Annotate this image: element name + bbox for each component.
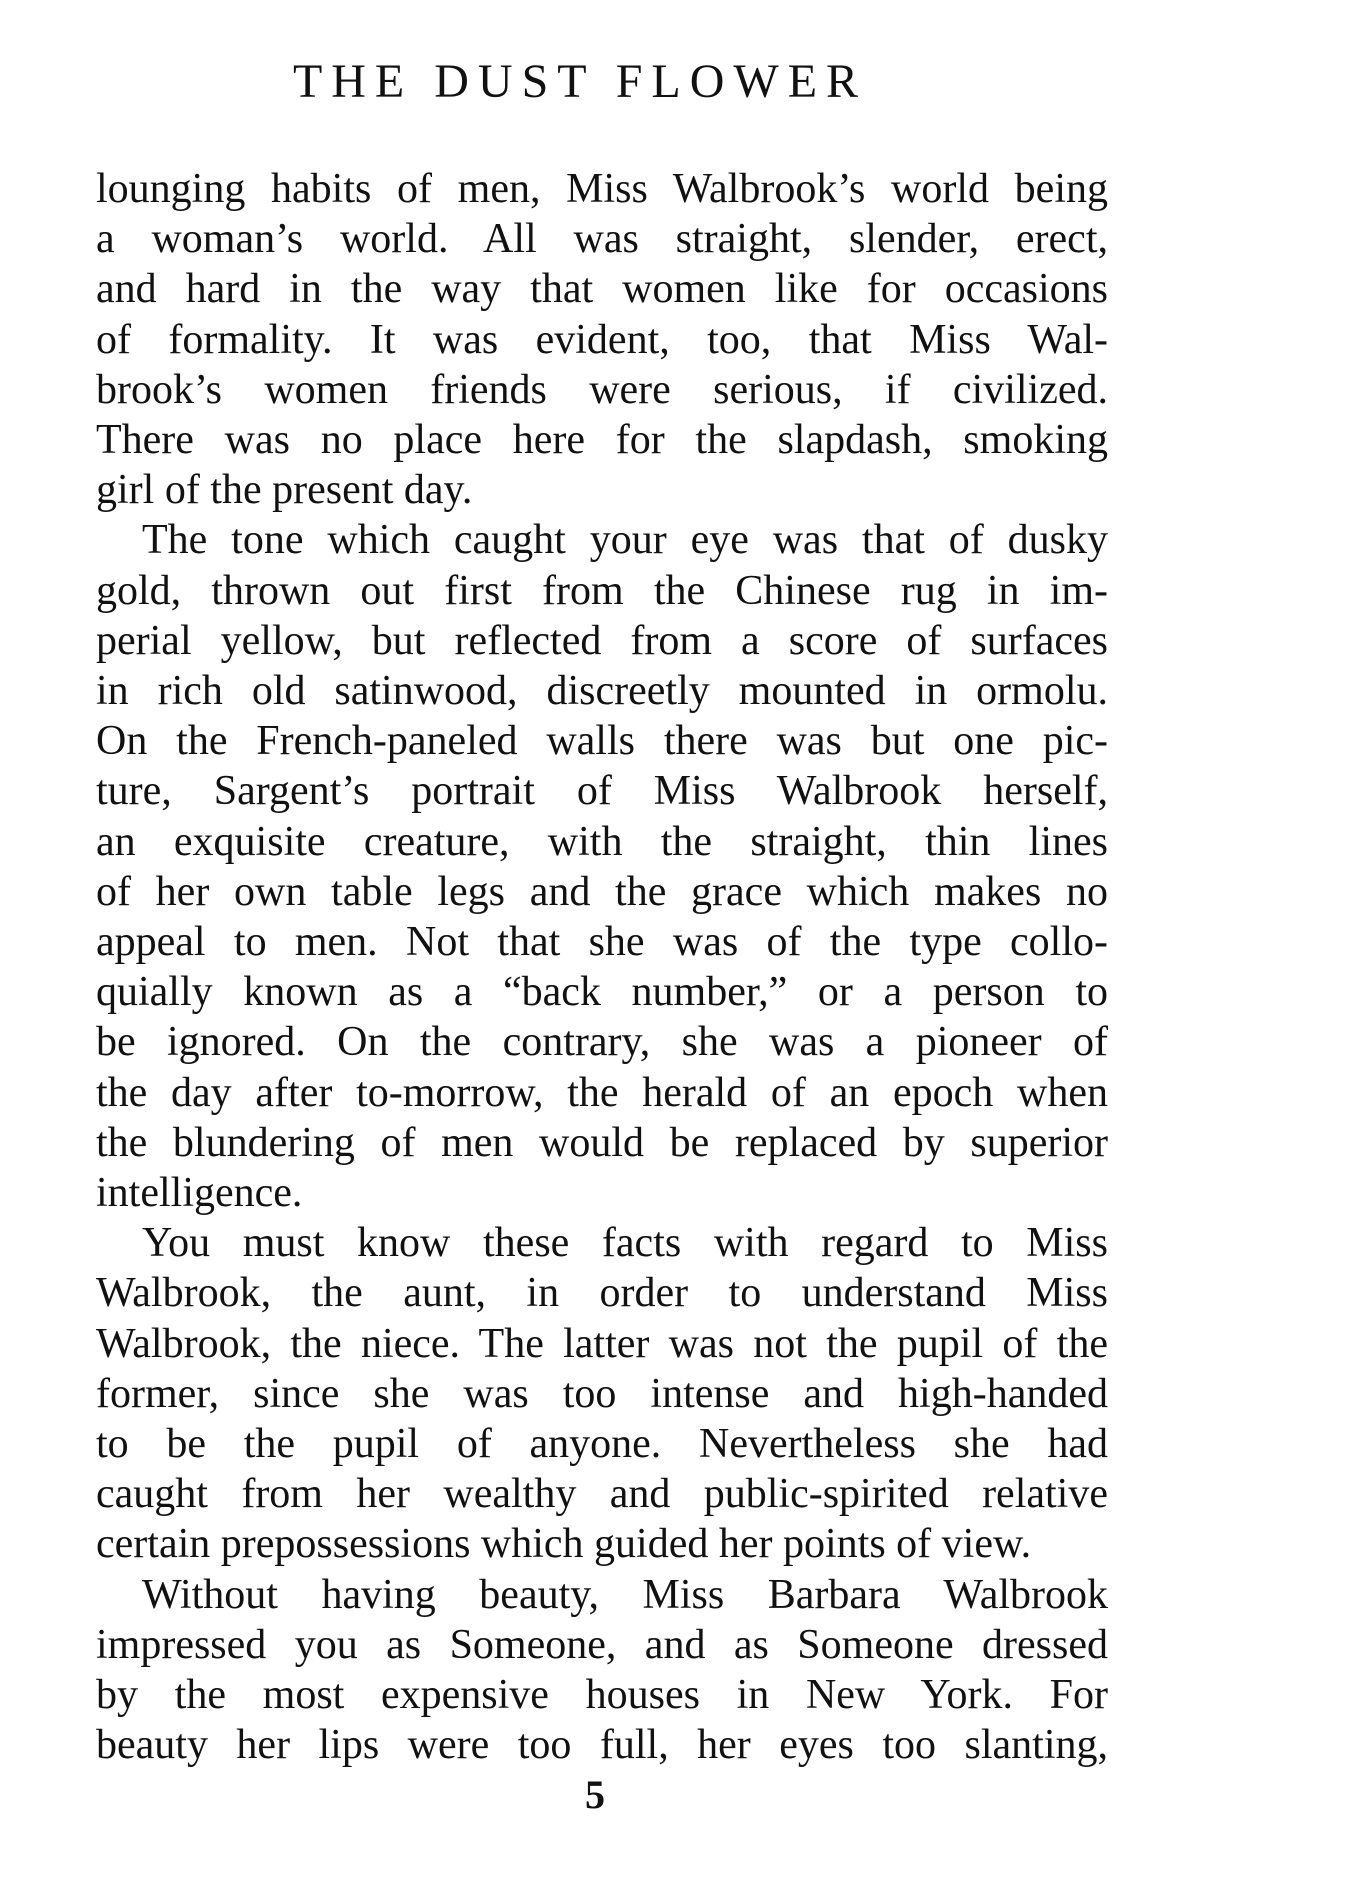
text-line: to be the pupil of anyone. Nevertheless she had [96,1421,1108,1468]
text-line: You must know these facts with regard to Miss [142,1220,1108,1267]
text-line: Walbrook, the aunt, in order to understand Miss [96,1270,1108,1317]
text-line: the blundering of men would be replaced by superior [96,1119,1108,1166]
text-line: perial yellow, but reflected from a score of surfaces [96,617,1108,664]
text-line: Without having beauty, Miss Barbara Walbrook [142,1571,1108,1618]
paragraph-1 [96,164,1108,515]
text-line: intelligence. [96,1170,303,1217]
body-text [96,164,1108,1771]
text-line: a woman’s world. All was straight, slender, erect, [96,216,1108,263]
text-line: caught from her wealthy and public-spirited relative [96,1471,1108,1518]
page-number: 5 [585,1772,605,1817]
paragraph-3 [96,1218,1108,1569]
text-line: quially known as a “back number,” or a person to [96,969,1108,1016]
text-line: impressed you as Someone, and as Someone dressed [96,1621,1108,1668]
text-line: ture, Sargent’s portrait of Miss Walbrook herself, [96,768,1108,815]
text-line: gold, thrown out first from the Chinese rug in im- [96,567,1108,614]
text-line: in rich old satinwood, discreetly mounted in ormolu. [96,668,1108,715]
running-head-title: THE DUST FLOWER [292,55,868,108]
text-line: lounging habits of men, Miss Walbrook’s world being [96,166,1108,212]
text-line: beauty her lips were too full, her eyes too slanting, [96,1722,1108,1769]
text-line: of her own table legs and the grace which makes no [96,868,1108,915]
text-line: an exquisite creature, with the straight, thin lines [96,818,1108,865]
text-line: the day after to-morrow, the herald of an epoch when [96,1069,1108,1116]
text-line: of formality. It was evident, too, that Miss Wal- [96,316,1108,363]
text-line: On the French-paneled walls there was but one pic- [96,718,1108,765]
text-line: be ignored. On the contrary, she was a pioneer of [96,1019,1108,1066]
text-line: by the most expensive houses in New York. For [96,1672,1108,1719]
text-line: Walbrook, the niece. The latter was not the pupil of the [96,1320,1108,1367]
paragraph-2 [96,515,1108,1218]
text-line: appeal to men. Not that she was of the type collo- [96,919,1108,966]
paragraph-4 [96,1570,1108,1771]
text-line: and hard in the way that women like for occasions [96,266,1108,313]
text-line: former, since she was too intense and high-handed [96,1370,1108,1417]
text-line: brook’s women friends were serious, if civilized. [96,366,1108,413]
text-line: There was no place here for the slapdash, smoking [96,417,1108,464]
text-line: certain prepossessions which guided her points of view. [96,1521,1032,1568]
text-line: The tone which caught your eye was that of dusky [142,517,1108,564]
text-line: girl of the present day. [96,467,473,514]
